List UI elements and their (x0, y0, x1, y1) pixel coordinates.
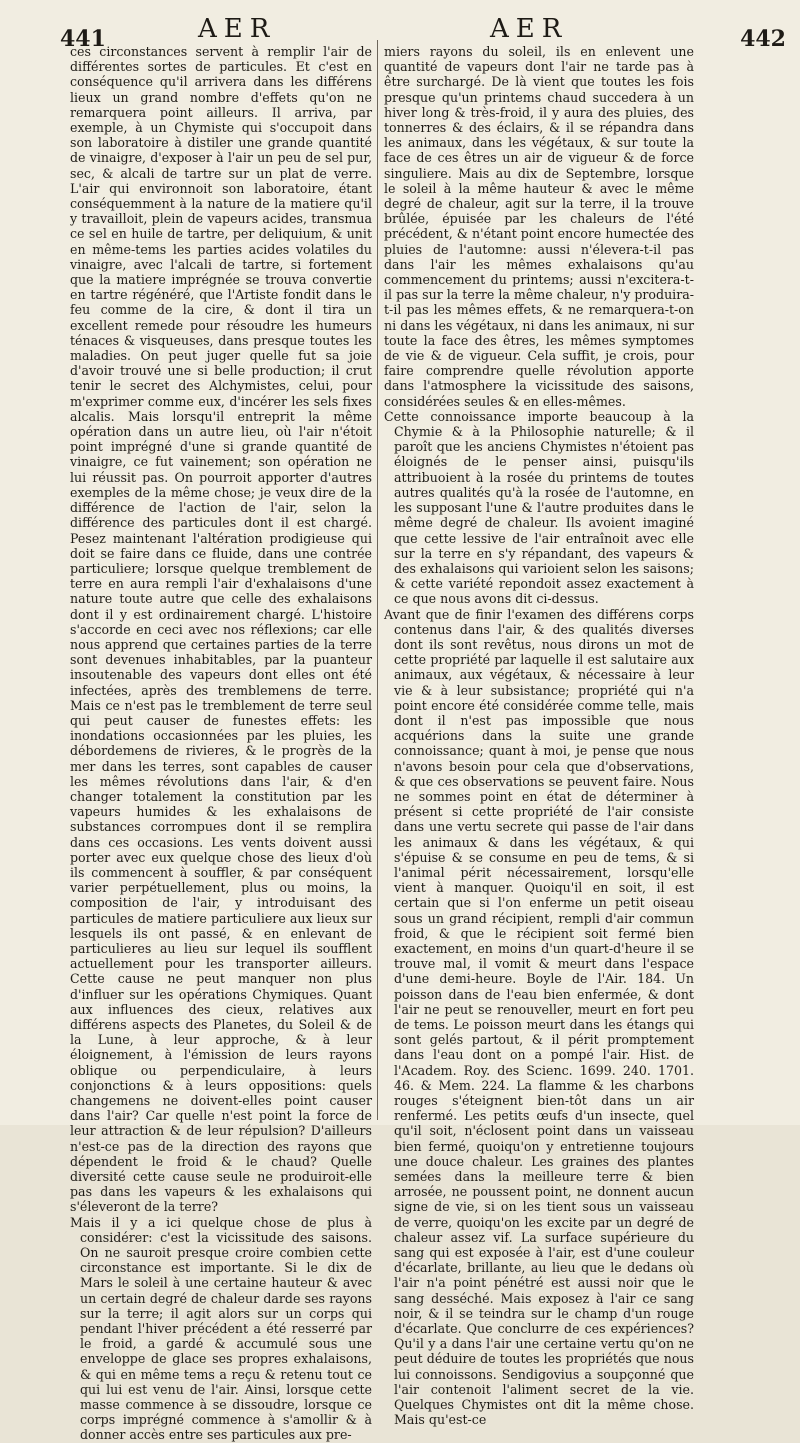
right-text-column (384, 44, 694, 1428)
right-page-number: 442 (740, 26, 786, 52)
column-divider (377, 40, 378, 1120)
left-text-column (70, 44, 372, 1443)
left-page-number: 441 (60, 26, 106, 52)
right-running-headword: AER (490, 14, 569, 44)
paragraph: miers rayons du soleil, ils en enlevent une quantité de vapeurs dont l'air ne tarde pas à être surchargé. De là vient que toutes les fois presque qu'un printems chaud succedera à un hiver long & très-froid, il y aura des pluies, des tonnerres & des éclairs, & il se répandra dans les animaux, dans les végétaux, & sur toute la face de ces êtres un air de vigueur & de force singuliere. Mais au dix de Septembre, lorsque le soleil à la même hauteur & avec le même degré de chaleur, agit sur la terre, il la trouve brûlée, épuisée par les chaleurs de l'été précédent, & n'étant point encore humectée des pluies de l'automne: aussi n'élevera-t-il pas dans l'air les mêmes exhalaisons qu'au commencement du printems; aussi n'excitera-t-il pas sur la terre la même chaleur, n'y produira-t-il pas les mêmes effets, & ne remarquera-t-on ni dans les végétaux, ni dans les animaux, ni sur toute la face des êtres, les mêmes symptomes de vie & de vigueur. Cela suffit, je crois, pour faire comprendre quelle révolution apporte dans l'atmosphere la vicissitude des saisons, considérées seules & en elles-mêmes. (384, 44, 694, 409)
running-header (0, 8, 800, 52)
left-running-headword: AER (198, 14, 277, 44)
paragraph: Avant que de finir l'examen des différens corps contenus dans l'air, & des qualités diverses dont ils sont revêtus, nous dirons un mot de cette propriété par laquelle il est salutaire aux animaux, aux végétaux, & nécessaire à leur vie & à leur subsistance; propriété qui n'a point encore été considérée comme telle, mais dont il n'est pas impossible que nous acquérions dans la suite une grande connoissance; quant à moi, je pense que nous n'avons besoin pour cela que d'observations, & que ces observations se peuvent faire. Nous ne sommes point en état de déterminer à présent si cette propriété de l'air consiste dans une vertu secrete qui passe de l'air dans les animaux & dans les végétaux, & qui s'épuise & se consume en peu de tems, & si l'animal périt nécessairement, lorsqu'elle vient à manquer. Quoiqu'il en soit, il est certain que si l'on enferme un petit oiseau sous un grand récipient, rempli d'air commun froid, & que le récipient soit fermé bien exactement, en moins d'un quart-d'heure il se trouve mal, il vomit & meurt dans l'espace d'une demi-heure. Boyle de l'Air. 184. Un poisson dans de l'eau bien enfermée, & dont l'air ne peut se renouveller, meurt en fort peu de tems. Le poisson meurt dans les étangs qui sont gelés partout, & il périt promptement dans l'eau dont on a pompé l'air. Hist. de l'Academ. Roy. des Scienc. 1699. 240. 1701. 46. & Mem. 224. La flamme & les charbons rouges s'éteignent bien-tôt dans un air renfermé. Les petits œufs d'un insecte, quel qu'il soit, n'éclosent point dans un vaisseau bien fermé, quoiqu'on y entretienne toujours une douce chaleur. Les graines des plantes semées dans la meilleure terre & bien arrosée, ne poussent point, ne donnent aucun signe de vie, si on les tient sous un vaisseau de verre, quoiqu'on les excite par un degré de chaleur assez vif. La surface supérieure du sang qui est exposée à l'air, est d'une couleur d'écarlate, brillante, au lieu que le dedans où l'air n'a point pénétré est aussi noir que le sang desséché. Mais exposez à l'air ce sang noir, & il se teindra sur le champ d'un rouge d'écarlate. Que conclurre de ces expériences? Qu'il y a dans l'air une certaine vertu qu'on ne peut déduire de toutes les propriétés que nous lui connoissons. Sendigovius a soupçonné que l'air contenoit l'aliment secret de la vie. Quelques Chymistes ont dit la même chose. Mais qu'est-ce (384, 606, 694, 1428)
paragraph: ces circonstances servent à remplir l'air de différentes sortes de particules. Et c'est en conséquence qu'il arrivera dans les différens lieux un grand nombre d'effets qu'on ne remarquera point ailleurs. Il arriva, par exemple, à un Chymiste qui s'occupoit dans son laboratoire à distiler une grande quantité de vinaigre, d'exposer à l'air un peu de sel pur, sec, & alcali de tartre sur un plat de verre. L'air qui environnoit son laboratoire, étant conséquemment à la nature de la matiere qu'il y travailloit, plein de vapeurs acides, transmua ce sel en huile de tartre, per deliquium, & unit en même-tems les parties acides volatiles du vinaigre, avec l'alcali de tartre, si fortement que la matiere imprégnée se trouva convertie en tartre régénéré, que l'Artiste fondit dans le feu comme de la cire, & dont il tira un excellent remede pour résoudre les humeurs ténaces & visqueuses, dans presque toutes les maladies. On peut juger quelle fut sa joie d'avoir trouvé une si belle production; il crut tenir le secret des Alchymistes, celui, pour m'exprimer comme eux, d'incérer les sels fixes alcalis. Mais lorsqu'il entreprit la même opération dans un autre lieu, où l'air n'étoit point imprégné d'une si grande quantité de vinaigre, ce fut vainement; son opération ne lui réussit pas. On pourroit apporter d'autres exemples de la même chose; je veux dire de la différence de l'action de l'air, selon la différence des particules dont il est chargé. Pesez maintenant l'altération prodigieuse qui doit se faire dans ce fluide, dans une contrée particuliere; lorsque quelque tremblement de terre en aura rempli l'air d'exhalaisons d'une nature toute autre que celle des exhalaisons dont il y est ordinairement chargé. L'histoire s'accorde en ceci avec nos réflexions; car elle nous apprend que certaines parties de la terre sont devenues inhabitables, par la puanteur insoutenable des vapeurs dont elles ont été infectées, après des tremblemens de terre. Mais ce n'est pas le tremblement de terre seul qui peut causer de funestes effets: les inondations occasionnées par les pluies, les débordemens de rivieres, & le progrès de la mer dans les terres, sont capables de causer les mêmes révolutions dans l'air, & d'en changer totalement la constitution par les vapeurs humides & les exhalaisons de substances corrompues dont il se remplira dans ces occasions. Les vents doivent aussi porter avec eux quelque chose des lieux d'où ils commencent à souffler, & par conséquent varier perpétuellement, plus ou moins, la composition de l'air, y introduisant des particules de matiere particuliere aux lieux sur lesquels ils ont passé, & en enlevant de particulieres au lieu sur lequel ils soufflent actuellement pour les transporter ailleurs. Cette cause ne peut manquer non plus d'influer sur les opérations Chymiques. Quant aux influences des cieux, relatives aux différens aspects des Planetes, du Soleil & de la Lune, à leur approche, & à leur éloignement, à l'émission de leurs rayons oblique ou perpendiculaire, à leurs conjonctions & à leurs oppositions: quels changemens ne doivent-elles point causer dans l'air? Car quelle n'est point la force de leur attraction & de leur répulsion? D'ailleurs n'est-ce pas de la direction des rayons que dépendent le froid & le chaud? Quelle diversité cette cause seule ne produiroit-elle pas dans les vapeurs & les exhalaisons qui s'éleveront de la terre? (70, 44, 372, 1215)
paragraph: Mais il y a ici quelque chose de plus à considérer: c'est la vicissitude des saisons. On ne sauroit presque croire combien cette circonstance est importante. Si le dix de Mars le soleil à une certaine hauteur & avec un certain degré de chaleur darde ses rayons sur la terre; il agit alors sur un corps qui pendant l'hiver précédent a été resserré par le froid, a gardé & accumulé sous une enveloppe de glace ses propres exhalaisons, & qui en même tems a reçu & retenu tout ce qui lui est venu de l'air. Ainsi, lorsque cette masse commence à se dissoudre, lorsque ce corps imprégné commence à s'amollir & à donner accès entre ses particules aux pre- (70, 1214, 372, 1443)
paragraph: Cette connoissance importe beaucoup à la Chymie & à la Philosophie naturelle; & il paroît que les anciens Chymistes n'étoient pas éloignés de le penser ainsi, puisqu'ils attribuoient à la rosée du printems de toutes autres qualités qu'à la rosée de l'automne, en les supposant l'une & l'autre produites dans le même degré de chaleur. Ils avoient imaginé que cette lessive de l'air entraînoit avec elle sur la terre en s'y répandant, des vapeurs & des exhalaisons qui varioient selon les saisons; & cette variété repondoit assez exactement à ce que nous avons dit ci-dessus. (384, 408, 694, 607)
